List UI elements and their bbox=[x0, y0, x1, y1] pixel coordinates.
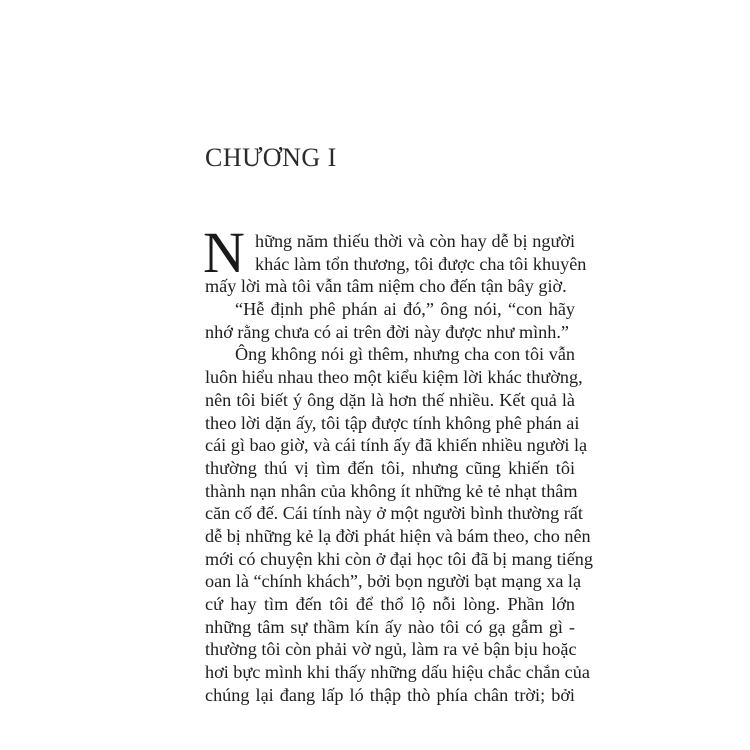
text-line: nên tôi biết ý ông dặn là hơn thế nhiều. Kết quả là bbox=[205, 389, 575, 410]
text-line: theo lời dặn ấy, tôi tập được tính không phê phán ai bbox=[205, 412, 580, 433]
text-line: cái gì bao giờ, và cái tính ấy đã khiến nhiều người lạ bbox=[205, 435, 588, 456]
text-line: Ông không nói gì thêm, nhưng cha con tôi vẫn bbox=[235, 344, 575, 365]
text-line: luôn hiểu nhau theo một kiểu kiệm lời khác thường, bbox=[205, 367, 583, 388]
text-line: hững năm thiếu thời và còn hay dễ bị người bbox=[255, 231, 575, 251]
text-line: khác làm tổn thương, tôi được cha tôi khuyên bbox=[255, 253, 587, 274]
text-line: nhớ rằng chưa có ai trên đời này được như mình.” bbox=[205, 321, 569, 342]
text-line: “Hễ định phê phán ai đó,” ông nói, “con hãy bbox=[235, 299, 575, 320]
text-line: dễ bị những kẻ lạ đời phát hiện và bám theo, cho nên bbox=[205, 525, 591, 546]
text-line: thường tôi còn phải vờ ngủ, làm ra vẻ bận bịu hoặc bbox=[205, 639, 577, 660]
text-line: cứ hay tìm đến tôi để thổ lộ nỗi lòng. Phần lớn bbox=[205, 594, 575, 614]
text-line: hơi bực mình khi thấy những dấu hiệu chắc chắn của bbox=[205, 662, 590, 683]
paragraph-lines bbox=[205, 230, 593, 706]
text-line: mới có chuyện khi còn ở đại học tôi đã bị mang tiếng bbox=[205, 548, 593, 569]
text-line: oan là “chính khách”, bởi bọn người bạt mạng xa lạ bbox=[205, 571, 582, 592]
chapter-body bbox=[203, 220, 593, 706]
text-line: những tâm sự thầm kín ấy nào tôi có gạ gẫm gì - bbox=[205, 616, 575, 637]
chapter-title: CHƯƠNG I bbox=[205, 143, 337, 172]
text-line: chúng lại đang lấp ló thập thò phía chân trời; bởi bbox=[205, 684, 575, 705]
text-line: căn cố đế. Cái tính này ở một người bình thường rất bbox=[205, 503, 583, 524]
text-line: thành nạn nhân của không ít những kẻ tẻ nhạt thâm bbox=[205, 480, 578, 501]
drop-cap: N bbox=[203, 220, 245, 285]
text-line: thường thú vị tìm đến tôi, nhưng cũng khiến tôi bbox=[205, 457, 575, 478]
text-line: mấy lời mà tôi vẫn tâm niệm cho đến tận bây giờ. bbox=[205, 276, 567, 297]
